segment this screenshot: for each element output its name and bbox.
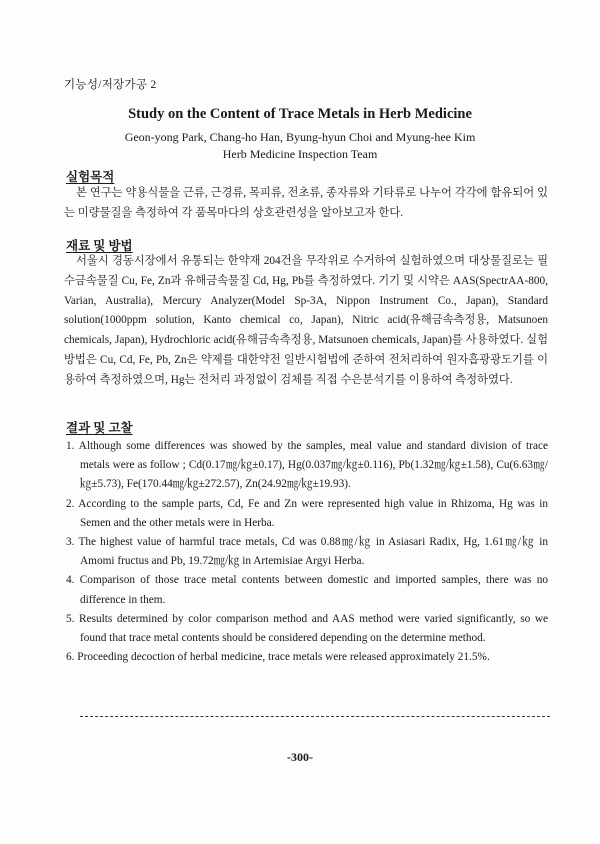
paper-title: Study on the Content of Trace Metals in Herb Medicine — [128, 106, 472, 122]
author-block — [0, 129, 600, 163]
purpose-heading: 실험목적 — [66, 170, 115, 184]
list-item: 6. Proceeding decoction of herbal medicine, trace metals were released approximately 21.5%. — [66, 651, 490, 664]
list-item: 3. The highest value of harmful trace metals, Cd was 0.88㎎/㎏ in Asiasari Radix, Hg, 1.61㎎/㎏ in Amomi fructus and Pb, 19.72㎎/㎏ in Artemisiae Argyi Herba. — [66, 536, 548, 568]
methods-text: 서울시 경동시장에서 유통되는 한약재 204건을 무작위로 수거하여 실험하였으며 대상물질로는 필수금속물질 Cu, Fe, Zn과 유해금속물질 Cd, Hg, Pb를 측정하였다. 기기 및 시약은 AAS(SpectrAA-800, Varian, Australia), Mercury Analyzer(Model Sp-3A, Nippon Instrument Co., Japan), Standard solution(1000ppm solution, Kanto chemical co, Japan), Nitric acid(유해금속측정용, Matsunoen chemicals, Japan), Hydrochloric acid(유해금속측정용, Matsunoen chemicals, Japan)를 사용하였다. 실험방법은 Cu, Cd, Fe, Pb, Zn은 약제를 대한약전 일반시험법에 준하여 전처리하여 원자흡광광도기를 이용하여 측정하였으며, Hg는 전처리 과정없이 검체를 직접 수은분석기를 이용하여 측정하였다. — [64, 255, 548, 386]
list-item: 2. According to the sample parts, Cd, Fe and Zn were represented high value in Rhizoma, Hg was in Semen and the other metals were in Herba. — [66, 497, 548, 529]
purpose-text: 본 연구는 약용식물을 근류, 근경류, 목피류, 전초류, 종자류와 기타류로 나누어 각각에 함유되어 있는 미량물질을 측정하여 각 품목마다의 상호관련성을 알아보고자 한다. — [64, 187, 548, 219]
session-label: 기능성/저장가공 2 — [64, 79, 157, 91]
results-list — [66, 437, 548, 667]
purpose-paragraph — [64, 184, 548, 224]
footer-divider — [80, 716, 550, 717]
author-affiliation: Herb Medicine Inspection Team — [222, 147, 378, 161]
methods-heading: 재료 및 방법 — [66, 239, 133, 253]
list-item: 5. Results determined by color comparison method and AAS method were varied significantly, so we found that trace metal contents should be considered depending on the determine method. — [66, 612, 548, 645]
methods-paragraph — [64, 252, 548, 391]
list-item: 4. Comparison of those trace metal contents between domestic and imported samples, there was no difference in them. — [66, 574, 548, 606]
author-names: Geon-yong Park, Chang-ho Han, Byung-hyun Choi and Myung-hee Kim — [124, 130, 476, 144]
results-heading: 결과 및 고찰 — [66, 421, 133, 435]
list-item: 1. Although some differences was showed by the samples, meal value and standard division of trace metals were as follow ; Cd(0.17㎎/㎏±0.17), Hg(0.037㎎/㎏±0.116), Pb(1.32㎎/㎏±1.58), Cu(6.63㎎/㎏±5.73), Fe(170.44㎎/㎏±272.57), Zn(24.92㎎/㎏±19.93). — [66, 440, 548, 491]
page-number: -300- — [287, 750, 313, 764]
